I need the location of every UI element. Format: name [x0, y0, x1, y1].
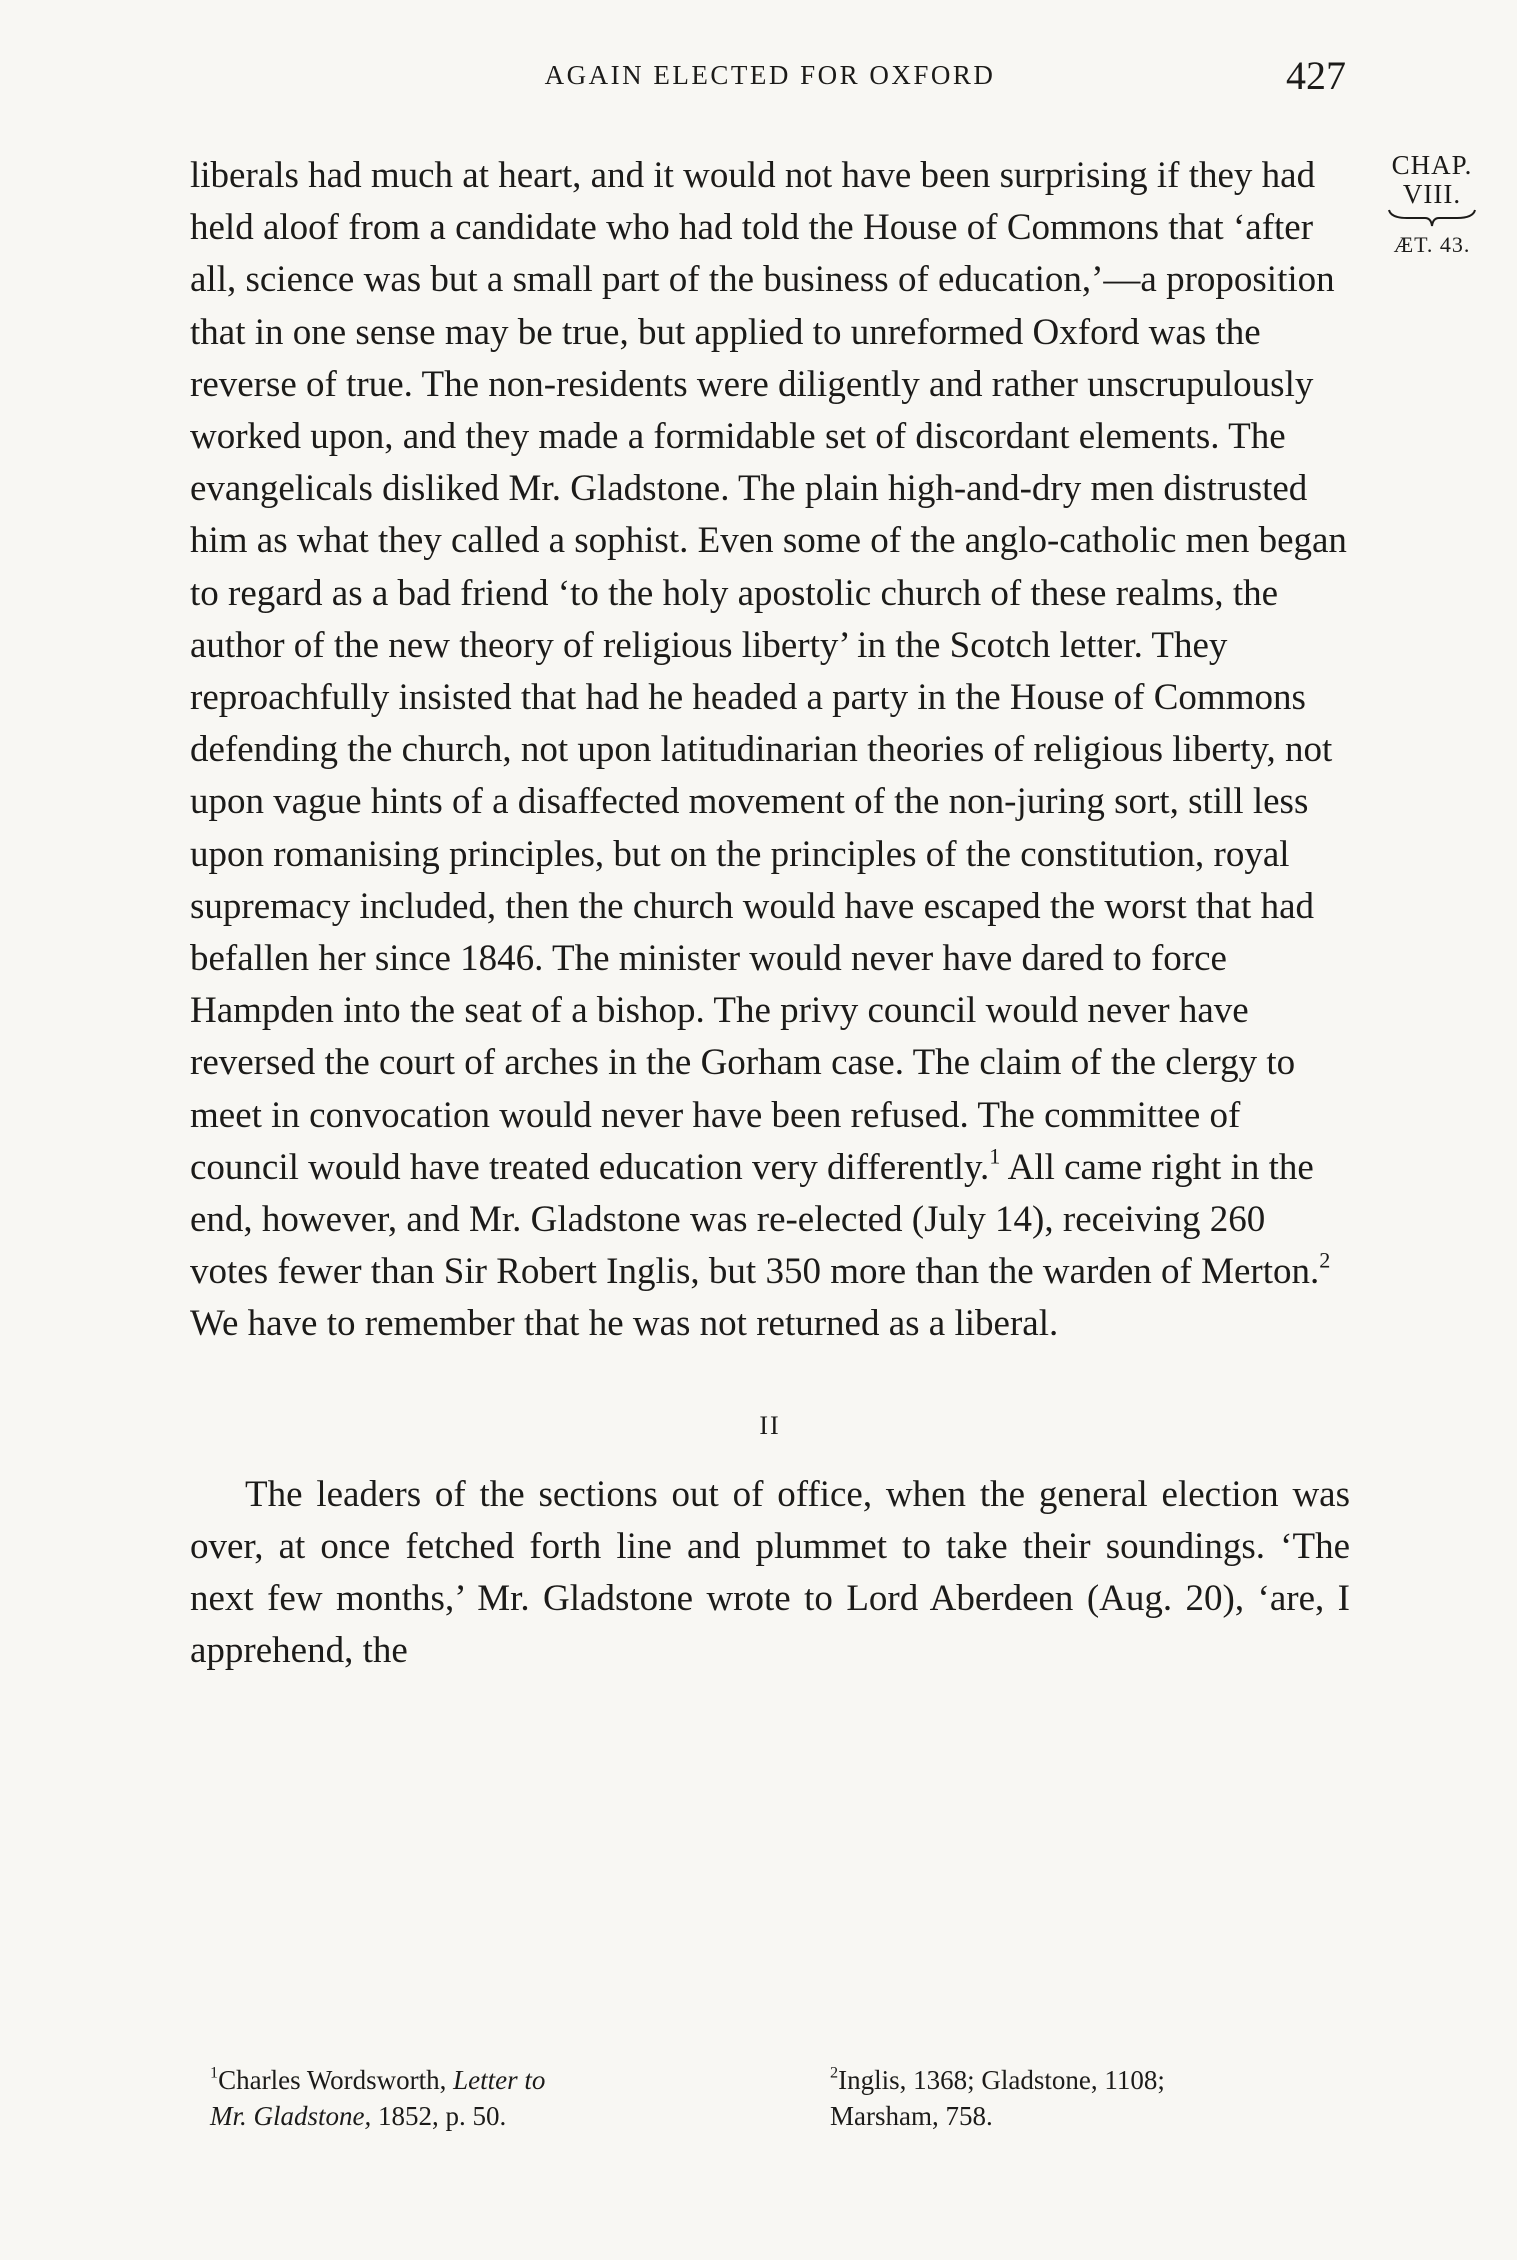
age-note: ÆT. 43.: [1393, 232, 1471, 257]
footnote-text: Inglis, 1368; Gladstone, 1108;: [838, 2065, 1165, 2095]
paragraph: The leaders of the sections out of office, when the general election was over, at once fetched forth line and plummet to take their soundings. ‘The next few months,’ Mr. Gladstone wrote to Lord Aberdeen (Aug. 20), ‘are, I apprehend, the: [190, 1473, 1350, 1672]
footnote-title: Letter to: [453, 2065, 546, 2095]
footnote-line: [830, 2062, 1350, 2098]
footnote-citation: 1852, p. 50.: [378, 2101, 507, 2131]
footnote-2: [830, 2062, 1350, 2134]
footnote-author: Charles Wordsworth,: [218, 2065, 447, 2095]
chapter-label: CHAP.: [1391, 150, 1473, 180]
footnote-marker: 2: [830, 2063, 839, 2082]
main-text: [190, 150, 1350, 1677]
footnote-line: [210, 2098, 780, 2134]
footnote-line: [210, 2062, 780, 2098]
brace-icon: [1387, 208, 1477, 228]
chapter-number: VIII.: [1402, 179, 1462, 209]
margin-note: [1362, 150, 1502, 258]
paragraph-text: All came right in the end, however, and Mr. Gladstone was re-elected (July 14), receiving 260 votes fewer than Sir Robert Inglis, but 350 more than the warden of Merton.: [190, 1146, 1320, 1293]
page-number: 427: [1286, 53, 1346, 98]
paragraph: [190, 150, 1350, 1351]
footnote-title: Mr. Gladstone,: [210, 2101, 372, 2131]
running-head: AGAIN ELECTED FOR OXFORD: [544, 60, 996, 90]
page-header: [190, 52, 1350, 102]
section-numeral: II: [759, 1410, 781, 1440]
footnote-ref: 1: [989, 1143, 1001, 1169]
footnote-ref: 2: [1319, 1247, 1331, 1273]
footnote-line: Marsham, 758.: [830, 2101, 993, 2131]
paragraph-text: We have to remember that he was not returned as a liberal.: [190, 1303, 1059, 1345]
paragraph-text: liberals had much at heart, and it would not have been surprising if they had held aloof from a candidate who had told the House of Commons that ‘after all, science was but a small part of the business of education,’—a proposition that in one sense may be true, but applied to unreformed Oxford was the reverse of true. The non-residents were diligently and rather unscrupulously worked upon, and they made a formidable set of discordant elements. The evangelicals disliked Mr. Gladstone. The plain high-and-dry men distrusted him as what they called a sophist. Even some of the anglo-catholic men began to regard as a bad friend ‘to the holy apostolic church of these realms, the author of the new theory of religious liberty’ in the Scotch letter. They reproachfully insisted that had he headed a party in the House of Commons defending the church, not upon latitudinarian theories of religious liberty, not upon vague hints of a disaffected movement of the non-juring sort, still less upon romanising principles, but on the principles of the constitution, royal supremacy included, then the church would have escaped the worst that had befallen her since 1846. The minister would never have dared to force Hampden into the seat of a bishop. The privy council would never have reversed the court of arches in the Gorham case. The claim of the clergy to meet in convocation would never have been refused. The committee of council would have treated education very differently.: [190, 155, 1347, 1188]
footnote-marker: 1: [210, 2063, 219, 2082]
footnote-1: [210, 2062, 780, 2134]
